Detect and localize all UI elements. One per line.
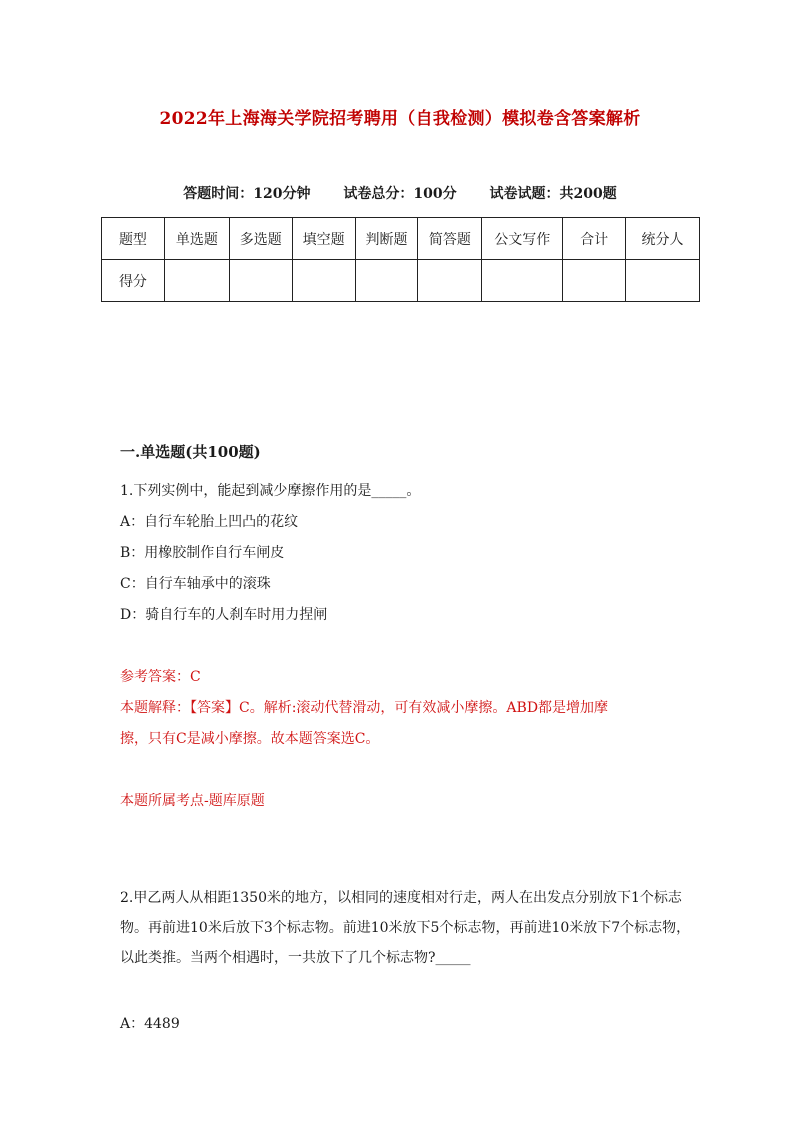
header-cell: 题型: [102, 218, 165, 260]
score-cell: [164, 260, 229, 302]
score-table-score-row: [102, 260, 700, 302]
score-table: [101, 217, 700, 302]
score-table-header-row: [102, 218, 700, 260]
score-cell: [626, 260, 700, 302]
score-cell: [418, 260, 482, 302]
score-cell: [563, 260, 626, 302]
question-1-answer: 参考答案：C: [120, 669, 201, 685]
question-2-option-a: A：4489: [120, 1016, 180, 1032]
exam-time: 答题时间：120分钟: [183, 186, 311, 202]
header-cell: 公文写作: [482, 218, 563, 260]
question-1-option-d: D：骑自行车的人刹车时用力捏闸: [120, 607, 328, 623]
exam-total-questions: 试卷试题：共200题: [489, 186, 617, 202]
question-1-option-b: B：用橡胶制作自行车闸皮: [120, 545, 285, 561]
question-1-explanation-line-2: 擦，只有C是减小摩擦。故本题答案选C。: [120, 731, 380, 747]
document-title: 2022年上海海关学院招考聘用（自我检测）模拟卷含答案解析: [159, 109, 641, 129]
question-1-explanation-line-1: 本题解释：【答案】C。解析:滚动代替滑动，可有效减小摩擦。ABD都是增加摩: [120, 700, 609, 716]
header-cell: 单选题: [164, 218, 229, 260]
exam-meta: [0, 183, 800, 203]
header-cell: 填空题: [292, 218, 355, 260]
question-1-topic: 本题所属考点-题库原题: [120, 793, 265, 809]
row-label-cell: 得分: [102, 260, 165, 302]
question-1-stem: 1.下列实例中，能起到减少摩擦作用的是_____。: [120, 483, 421, 499]
section-title: 一.单选题(共100题): [120, 443, 261, 461]
header-cell: 简答题: [418, 218, 482, 260]
question-2-stem: 2.甲乙两人从相距1350米的地方，以相同的速度相对行走，两人在出发点分别放下1个标志物。再前进10米后放下3个标志物。前进10米放下5个标志物，再前进10米放下7个标志物，以此类推。当两个相遇时，一共放下了几个标志物?_____: [120, 890, 691, 966]
exam-total-score: 试卷总分：100分: [343, 186, 457, 202]
header-cell: 统分人: [626, 218, 700, 260]
header-cell: 合计: [563, 218, 626, 260]
header-cell: 判断题: [355, 218, 418, 260]
score-cell: [229, 260, 292, 302]
question-1-option-c: C：自行车轴承中的滚珠: [120, 576, 271, 592]
score-cell: [482, 260, 563, 302]
question-1-option-a: A：自行车轮胎上凹凸的花纹: [120, 514, 299, 530]
score-cell: [355, 260, 418, 302]
score-cell: [292, 260, 355, 302]
header-cell: 多选题: [229, 218, 292, 260]
